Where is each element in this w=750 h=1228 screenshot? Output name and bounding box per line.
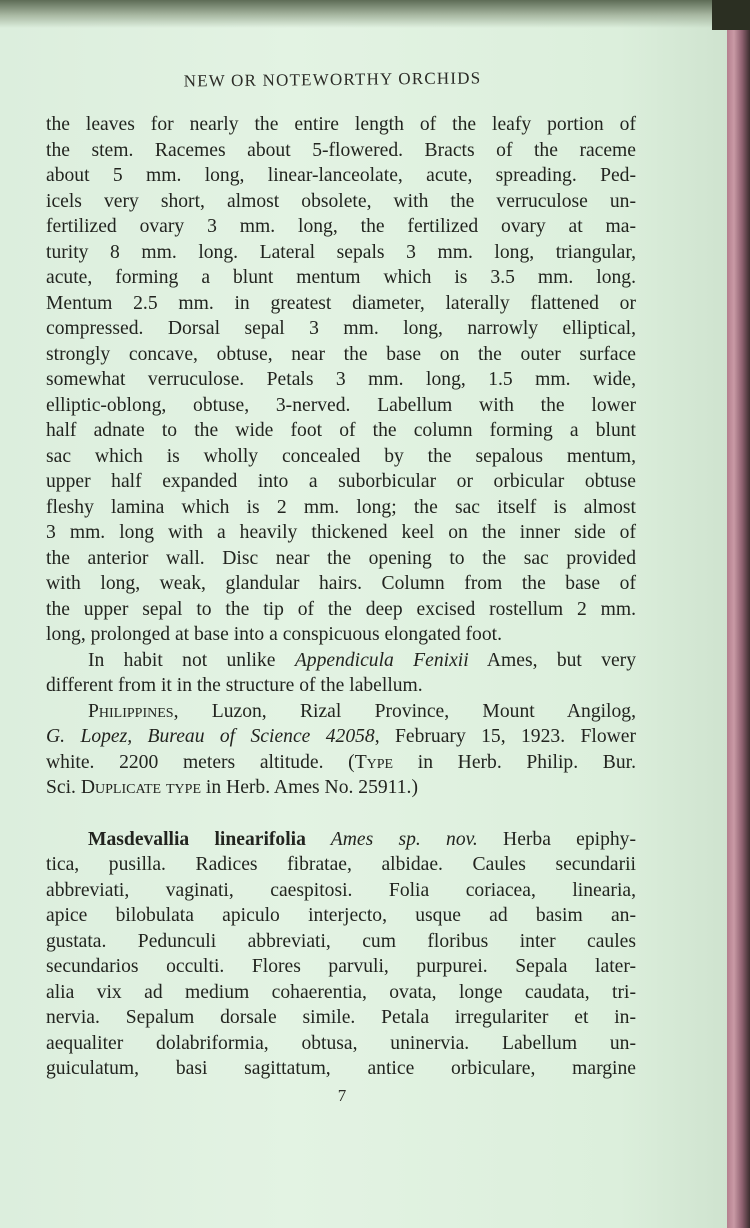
text-line: the upper sepal to the tip of the deep excised rostellum 2 mm. [46, 598, 636, 620]
section-gap [46, 801, 636, 827]
text-line: turity 8 mm. long. Lateral sepals 3 mm. long, triangular, [46, 241, 636, 263]
species-author: Ames sp. nov. [305, 828, 478, 850]
text-line: guiculatum, basi sagittatum, antice orbiculare, margine [46, 1058, 636, 1079]
description-paragraph [46, 112, 636, 648]
page-number: 7 [337, 1086, 347, 1105]
text-line: half adnate to the wide foot of the column forming a blunt [46, 420, 636, 441]
page-body [46, 112, 636, 1082]
locality-line-3 [46, 750, 636, 776]
text-line: strongly concave, obtuse, near the base on the outer surface [46, 343, 636, 365]
text-line: 3 mm. long with a heavily thickened keel on the inner side of [46, 522, 636, 543]
text-line: with long, weak, glandular hairs. Column from the base of [46, 573, 636, 594]
collector: G. Lopez, Bureau of Science 42058 [46, 726, 375, 747]
page-edge-corner [712, 0, 750, 30]
text-line: fleshy lamina which is 2 mm. long; the sac itself is almost [46, 496, 636, 518]
latin-description [46, 852, 636, 1082]
text-line: acute, forming a blunt mentum which is 3.5 mm. long. [46, 267, 636, 288]
text-line: Mentum 2.5 mm. in greatest diameter, laterally flattened or [46, 292, 636, 314]
duplicate-type-label: Duplicate type [80, 777, 202, 798]
text-line: compressed. Dorsal sepal 3 mm. long, narrowly elliptical, [46, 318, 636, 339]
text-line: about 5 mm. long, linear-lanceolate, acute, spreading. Ped- [46, 165, 636, 186]
text-line: fertilized ovary 3 mm. long, the fertilized ovary at ma- [46, 216, 636, 237]
text-line: nervia. Sepalum dorsale simile. Petala irregulariter et in- [46, 1007, 636, 1028]
text-line: sac which is wholly concealed by the sepalous mentum, [46, 445, 636, 467]
text-line: the leaves for nearly the entire length of the leafy portion of [46, 114, 636, 135]
locality-rest: , Luzon, Rizal Province, Mount Angilog, [173, 700, 636, 722]
text-line: alia vix ad medium cohaerentia, ovata, longe caudata, tri- [46, 981, 636, 1003]
text-line: abbreviati, vaginati, caespitosi. Folia coriacea, linearia, [46, 879, 636, 901]
species-heading-line [46, 827, 636, 853]
text-line: the anterior wall. Disc near the opening to the sac provided [46, 547, 636, 569]
sci-text: Sci. [46, 777, 81, 798]
locality-line-4 [46, 775, 636, 801]
altitude-text: white. 2200 meters altitude. ( [46, 751, 355, 773]
text-line: apice bilobulata apiculo interjecto, usque ad basim an- [46, 905, 636, 926]
text-line: secundarios occulti. Flores parvuli, purpurei. Sepala later- [46, 956, 636, 977]
habit-line-1 [46, 648, 636, 674]
text-line: aequaliter dolabriformia, obtusa, uninervia. Labellum un- [46, 1032, 636, 1054]
text-line: icels very short, almost obsolete, with the verruculose un- [46, 190, 636, 212]
ames-number: in Herb. Ames No. 25911.) [201, 777, 418, 798]
page-top-shadow [0, 0, 727, 28]
habit-post: Ames, but very [468, 649, 637, 671]
habit-species: Appendicula Fenixii [294, 649, 469, 671]
text-line: tica, pusilla. Radices fibratae, albidae. Caules secundarii [46, 854, 636, 875]
text-line: upper half expanded into a suborbicular or orbicular obtuse [46, 471, 636, 492]
page-edge [727, 0, 750, 1228]
collection-date: , February 15, 1923. Flower [374, 726, 636, 747]
type-label: Type [354, 751, 394, 773]
text-line: gustata. Pedunculi abbreviati, cum floribus inter caules [46, 930, 636, 952]
habit-pre: In habit not unlike [88, 649, 295, 671]
locality-line-1 [46, 699, 636, 725]
text-line: long, prolonged at base into a conspicuous elongated foot. [46, 624, 502, 645]
habit-line-2: different from it in the structure of the labellum. [46, 675, 423, 696]
running-header: NEW OR NOTEWORTHY ORCHIDS [183, 68, 482, 91]
locality-line-2 [46, 724, 636, 750]
herbarium-text: in Herb. Philip. Bur. [393, 751, 636, 773]
species-name: Masdevallia linearifolia [88, 828, 306, 850]
text-line: elliptic-oblong, obtuse, 3-nerved. Labellum with the lower [46, 394, 636, 416]
text-line: the stem. Racemes about 5-flowered. Bracts of the raceme [46, 139, 636, 161]
text-line: somewhat verruculose. Petals 3 mm. long, 1.5 mm. wide, [46, 369, 636, 390]
locality-country: Philippines [88, 700, 174, 722]
species-first-text: Herba epiphy- [477, 828, 637, 850]
